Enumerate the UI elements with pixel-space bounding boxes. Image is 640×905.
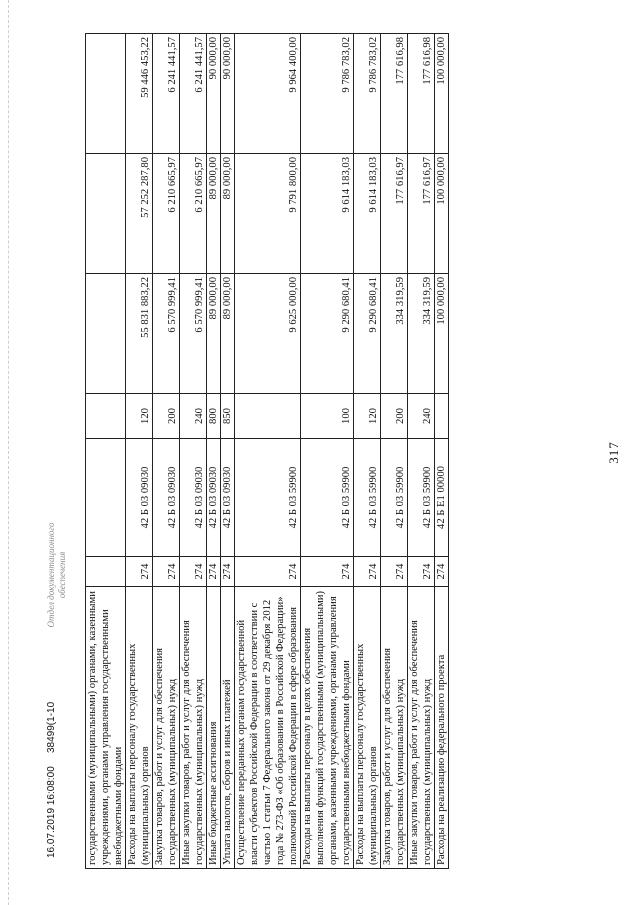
row-amount-year3-cell: 177 616,98 [408,34,435,154]
row-amount-year2-cell: 6 210 665,97 [153,154,180,274]
row-amount-year1-cell: 55 831 883,22 [126,274,153,394]
row-amount-year1-cell: 89 000,00 [221,274,235,394]
row-amount-year3-cell: 6 241 441,57 [153,34,180,154]
row-amount-year1-cell: 89 000,00 [207,274,221,394]
row-expense-type-cell: 100 [301,394,354,439]
row-target-article-cell: 42 Б 03 09030 [180,439,207,557]
row-admin-code-cell: 274 [153,557,180,587]
row-name-cell: Иные бюджетные ассигнования [207,587,221,869]
row-admin-code-cell [86,557,126,587]
row-name-cell: государственными (муниципальными) органами, казенными учреждениями, органами управления государственными внебюджетными фондами [86,587,126,869]
row-amount-year3-cell: 9 786 783,02 [354,34,381,154]
row-admin-code-cell: 274 [381,557,408,587]
row-amount-year2-cell: 177 616,97 [408,154,435,274]
row-name-cell: Расходы на выплаты персоналу государственных (муниципальных) органов [354,587,381,869]
row-amount-year1-cell: 100 000,00 [435,274,449,394]
row-name-cell: Иные закупки товаров, работ и услуг для обеспечения государственных (муниципальных) нужд [180,587,207,869]
row-expense-type-cell: 800 [207,394,221,439]
row-amount-year1-cell: 6 570 999,41 [180,274,207,394]
page-number: 317 [606,441,621,464]
row-expense-type-cell: 240 [408,394,435,439]
row-amount-year2-cell [86,154,126,274]
row-amount-year3-cell: 6 241 441,57 [180,34,207,154]
row-amount-year3-cell: 9 786 783,02 [301,34,354,154]
row-amount-year2-cell: 89 000,00 [221,154,235,274]
row-expense-type-cell: 120 [126,394,153,439]
table-row [408,34,435,869]
row-amount-year1-cell [86,274,126,394]
row-expense-type-cell: 200 [153,394,180,439]
row-admin-code-cell: 274 [354,557,381,587]
row-target-article-cell: 42 Б 03 59900 [381,439,408,557]
row-target-article-cell: 42 Б 03 59900 [354,439,381,557]
row-target-article-cell: 42 Б 03 09030 [126,439,153,557]
row-amount-year2-cell: 177 616,97 [381,154,408,274]
row-name-cell: Закупка товаров, работ и услуг для обеспечения государственных (муниципальных) нужд [153,587,180,869]
row-amount-year1-cell: 334 319,59 [408,274,435,394]
row-expense-type-cell [86,394,126,439]
table-row [126,34,153,869]
table-row [435,34,449,869]
row-admin-code-cell: 274 [207,557,221,587]
row-amount-year3-cell: 90 000,00 [221,34,235,154]
row-admin-code-cell: 274 [180,557,207,587]
row-target-article-cell: 42 Б 03 09030 [207,439,221,557]
table-row [180,34,207,869]
row-amount-year3-cell: 177 616,98 [381,34,408,154]
row-name-cell: Расходы на реализацию федерального проекта [435,587,449,869]
row-admin-code-cell: 274 [435,557,449,587]
row-name-cell: Расходы на выплаты персоналу в целях обеспечения выполнения функций государственными (муниципальными) органами, казенными учреждениями, органами управления государственными внебюджетными фондами [301,587,354,869]
row-name-cell: Осуществление переданных органам государственной власти субъектов Российской Федерации в соответствии с частью 1 статьи 7 Федерального закона от 29 декабря 2012 года № 273-ФЗ «Об образовании в Российской Федерации» полномочий Российской Федерации в сфере образования [235,587,301,869]
row-amount-year2-cell: 9 791 800,00 [235,154,301,274]
row-expense-type-cell [235,394,301,439]
row-amount-year3-cell: 9 964 400,00 [235,34,301,154]
row-target-article-cell: 42 Б 03 09030 [153,439,180,557]
row-amount-year1-cell: 334 319,59 [381,274,408,394]
row-name-cell: Закупка товаров, работ и услуг для обеспечения государственных (муниципальных) нужд [381,587,408,869]
row-target-article-cell: 42 Б Е1 00000 [435,439,449,557]
row-target-article-cell: 42 Б 03 09030 [221,439,235,557]
row-admin-code-cell: 274 [235,557,301,587]
table-row [153,34,180,869]
row-amount-year2-cell: 9 614 183,03 [301,154,354,274]
row-amount-year1-cell: 9 290 680,41 [301,274,354,394]
row-target-article-cell: 42 Б 03 59900 [408,439,435,557]
row-expense-type-cell [435,394,449,439]
row-expense-type-cell: 120 [354,394,381,439]
row-amount-year1-cell: 9 625 000,00 [235,274,301,394]
row-name-cell: Уплата налогов, сборов и иных платежей [221,587,235,869]
footer-date: 16.07.2019 16:08:00 [46,766,57,858]
row-amount-year2-cell: 9 614 183,03 [354,154,381,274]
table-row [235,34,301,869]
table-row [381,34,408,869]
table-row [207,34,221,869]
row-expense-type-cell: 850 [221,394,235,439]
row-amount-year2-cell: 89 000,00 [207,154,221,274]
table-row [301,34,354,869]
row-admin-code-cell: 274 [301,557,354,587]
row-admin-code-cell: 274 [408,557,435,587]
row-amount-year2-cell: 100 000,00 [435,154,449,274]
row-name-cell: Иные закупки товаров, работ и услуг для обеспечения государственных (муниципальных) нужд [408,587,435,869]
table-row [86,34,126,869]
row-amount-year3-cell [86,34,126,154]
row-admin-code-cell: 274 [126,557,153,587]
table-body [86,34,449,869]
row-amount-year3-cell: 100 000,00 [435,34,449,154]
row-expense-type-cell: 200 [381,394,408,439]
row-amount-year2-cell: 6 210 665,97 [180,154,207,274]
table-row [221,34,235,869]
row-admin-code-cell: 274 [221,557,235,587]
row-amount-year3-cell: 59 446 453,22 [126,34,153,154]
footer-doc-number: 38499(1-10 [46,701,57,753]
row-amount-year1-cell: 6 570 999,41 [153,274,180,394]
table-row [354,34,381,869]
row-target-article-cell: 42 Б 03 59900 [301,439,354,557]
row-target-article-cell [86,439,126,557]
row-target-article-cell: 42 Б 03 59900 [235,439,301,557]
row-amount-year3-cell: 90 000,00 [207,34,221,154]
department-stamp: Отдел документационного обеспечения [46,522,67,628]
row-name-cell: Расходы на выплаты персоналу государственных (муниципальных) органов [126,587,153,869]
row-amount-year1-cell: 9 290 680,41 [354,274,381,394]
row-amount-year2-cell: 57 252 287,80 [126,154,153,274]
row-expense-type-cell: 240 [180,394,207,439]
budget-table [85,33,449,869]
